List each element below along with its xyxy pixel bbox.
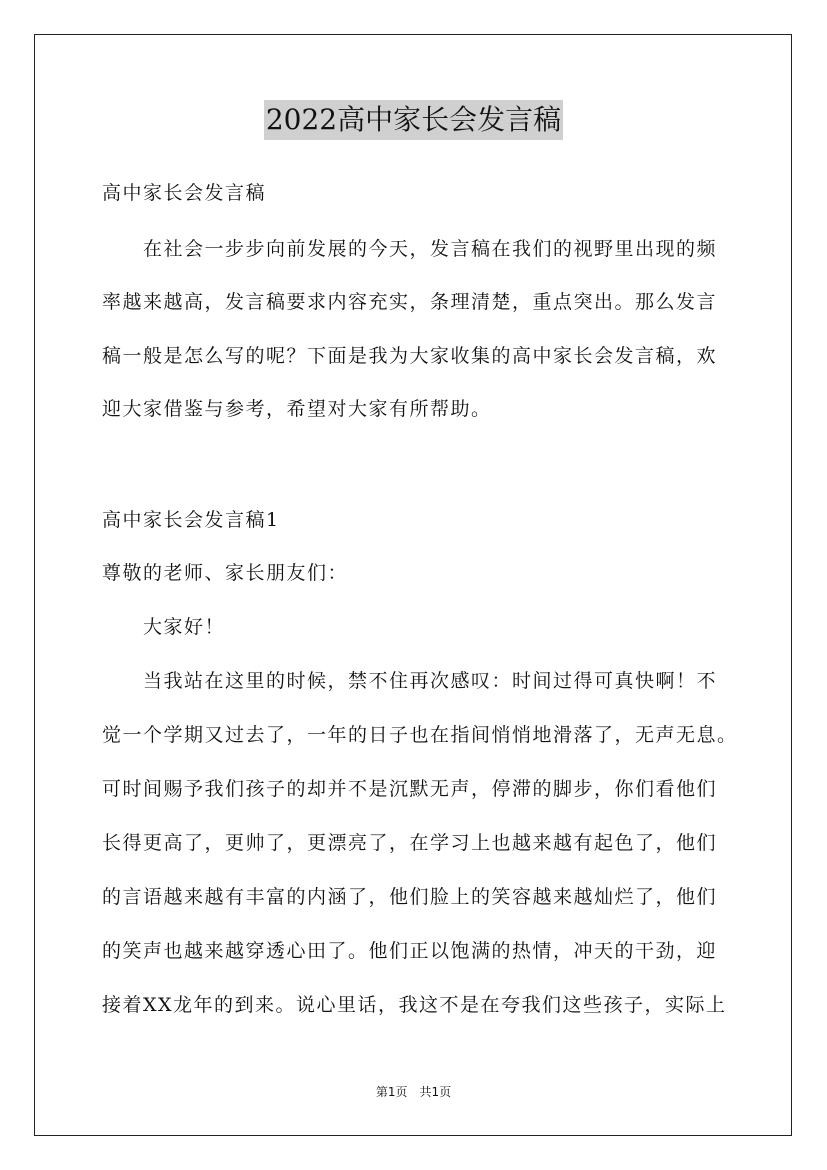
section-heading: 高中家长会发言稿1 [102,509,280,531]
document-subtitle: 高中家长会发言稿 [102,182,267,204]
page-number-total: 共1页 [419,1085,452,1099]
intro-line: 率越来越高，发言稿要求内容充实，条理清楚，重点突出。那么发言 [102,291,718,313]
page-footer [0,1084,827,1100]
title-container [0,100,827,140]
intro-line: 在社会一步步向前发展的今天，发言稿在我们的视野里出现的频 [143,238,718,260]
greeting: 大家好！ [143,616,226,638]
intro-line: 稿一般是怎么写的呢？下面是我为大家收集的高中家长会发言稿，欢 [102,345,718,367]
page-number-current: 第1页 [375,1085,408,1099]
body-line: 接着XX龙年的到来。说心里话，我这不是在夸我们这些孩子，实际上 [102,994,727,1016]
intro-line: 迎大家借鉴与参考，希望对大家有所帮助。 [102,398,492,420]
salutation: 尊敬的老师、家长朋友们： [102,562,349,584]
body-line: 可时间赐予我们孩子的却并不是沉默无声，停滞的脚步，你们看他们 [102,778,718,800]
body-line: 长得更高了，更帅了，更漂亮了，在学习上也越来越有起色了，他们 [102,832,718,854]
body-line: 的言语越来越有丰富的内涵了，他们脸上的笑容越来越灿烂了，他们 [102,886,718,908]
body-line: 觉一个学期又过去了，一年的日子也在指间悄悄地滑落了，无声无息。 [102,724,738,746]
body-line: 的笑声也越来越穿透心田了。他们正以饱满的热情，冲天的干劲，迎 [102,940,718,962]
document-title: 2022高中家长会发言稿 [264,100,563,140]
body-line: 当我站在这里的时候，禁不住再次感叹：时间过得可真快啊！不 [143,670,718,692]
